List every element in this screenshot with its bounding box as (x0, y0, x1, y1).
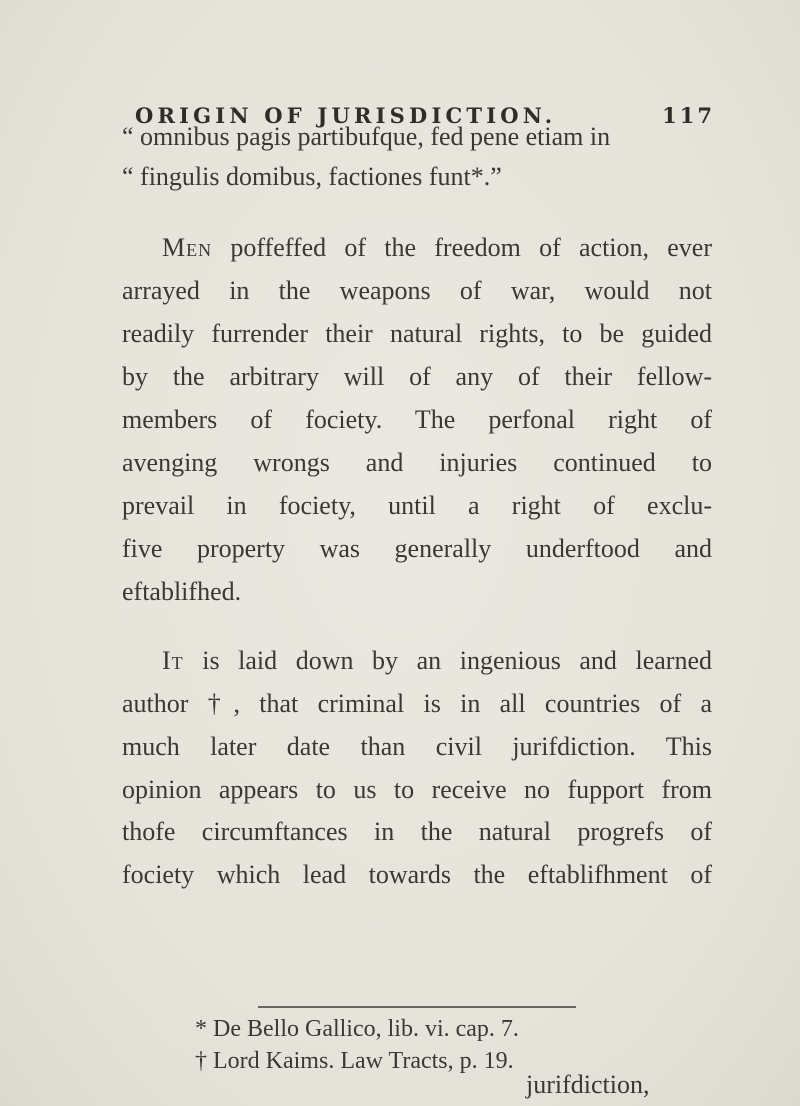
paragraph-1-line-2: arrayed in the weapons of war, would not (122, 276, 712, 306)
paragraph-2-line-4: opinion appears to us to receive no fupport from (122, 774, 712, 804)
paragraph-1-line-1: Men poffeffed of the freedom of action, ever (162, 233, 712, 263)
paragraph-1-line-7: prevail in fociety, until a right of exclu- (122, 490, 712, 520)
catchword: jurifdiction, (526, 1070, 650, 1099)
paragraph-2-line-5: thofe circumftances in the natural progrefs of (122, 817, 712, 847)
paragraph-2-line-1: It is laid down by an ingenious and learned (162, 645, 713, 675)
paragraph-2-line-3: much later date than civil jurifdiction. This (122, 731, 712, 761)
footnote-rule (258, 1006, 576, 1008)
paragraph-1-line-4: by the arbitrary will of any of their fellow- (122, 362, 712, 392)
running-head-title: ORIGIN OF JURISDICTION. (135, 103, 557, 128)
paragraph-1-line-8: five property was generally underftood and (122, 533, 712, 563)
footnote-1: * De Bello Gallico, lib. vi. cap. 7. (195, 1016, 519, 1042)
paragraph-2-line-2: author †, that criminal is in all countries of a (122, 688, 712, 718)
paragraph-1-line-9: eftablifhed. (122, 576, 242, 606)
footnote-2: † Lord Kaims. Law Tracts, p. 19. (195, 1048, 514, 1074)
paragraph-2-lead-word: It (162, 645, 184, 675)
paragraph-1-line-5: members of fociety. The perfonal right of (122, 404, 712, 434)
paragraph-1-lead-word: Men (162, 233, 213, 263)
paragraph-1-line-6: avenging wrongs and injuries continued to (122, 447, 712, 477)
paragraph-2-line-6: fociety which lead towards the eftablifhment of (122, 860, 712, 890)
paragraph-1-line-3: readily furrender their natural rights, to be guided (122, 319, 712, 349)
quote-line-1: “ omnibus pagis partibufque, fed pene etiam in (122, 122, 611, 151)
page-number: 117 (662, 103, 715, 128)
quote-line-2: “ fingulis domibus, factiones funt*.” (122, 161, 502, 191)
